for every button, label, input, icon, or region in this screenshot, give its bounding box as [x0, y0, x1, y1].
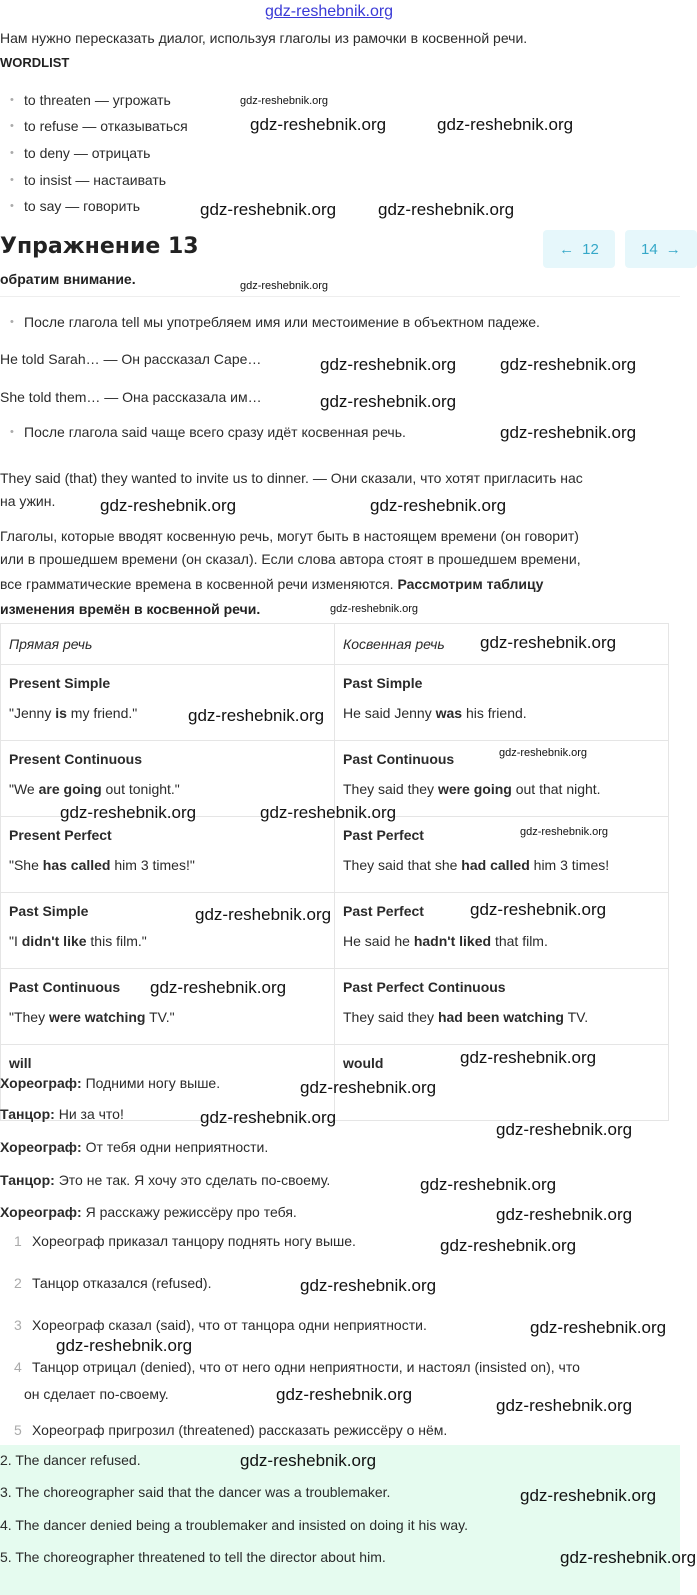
tense-name: Present Perfect [9, 827, 112, 843]
prev-exercise-button[interactable] [543, 230, 615, 268]
table-row [1, 665, 669, 741]
tense-name: Past Simple [9, 903, 89, 919]
cut-heading: обратим внимание. [0, 271, 136, 287]
item-text: Хореограф пригрозил (threatened) рассказать режиссёру о нём. [32, 1422, 448, 1438]
paragraph-bold: изменения времён в косвенной речи. [0, 601, 261, 617]
watermark: gdz-reshebnik.org [200, 1108, 337, 1127]
speaker: Танцор: [0, 1172, 55, 1188]
intro-text: Нам нужно пересказать диалог, используя глаголы из рамочки в косвенной речи. [0, 30, 528, 46]
example-sentence [343, 705, 527, 721]
verb-highlight: are going [38, 781, 102, 797]
item-number: 5 [14, 1422, 22, 1438]
verb-highlight: is [55, 705, 67, 721]
tense-name: would [343, 1055, 384, 1071]
tense-name: Past Continuous [9, 979, 121, 995]
example-sentence [343, 933, 548, 949]
example: на ужин. [0, 493, 56, 509]
list-item [14, 1358, 580, 1376]
example-text: that film. [491, 933, 548, 949]
wordlist-item: • to refuse — отказываться [24, 117, 188, 135]
example-text: out tonight." [101, 781, 180, 797]
reported-cell [335, 893, 669, 969]
tense-name: will [9, 1055, 32, 1071]
table-row [1, 969, 669, 1045]
dialog-line [0, 1138, 268, 1156]
verb-highlight: had called [461, 857, 530, 873]
watermark: gdz-reshebnik.org [500, 423, 637, 442]
example-text: They said they [343, 1009, 438, 1025]
dialog-line [0, 1105, 124, 1123]
watermark: gdz-reshebnik.org [460, 1048, 597, 1067]
watermark: gdz-reshebnik.org [240, 1451, 377, 1470]
next-label: 14 [641, 240, 658, 258]
line-text: Я расскажу режиссёру про тебя. [81, 1204, 297, 1220]
verb-highlight: had been watching [437, 1009, 564, 1025]
watermark: gdz-reshebnik.org [276, 1385, 413, 1404]
list-item [14, 1274, 212, 1292]
watermark: gdz-reshebnik.org [260, 803, 397, 822]
watermark: gdz-reshebnik.org [60, 803, 197, 822]
example-sentence [9, 705, 137, 721]
table-row [1, 893, 669, 969]
header-reported: Косвенная речь [335, 624, 669, 665]
example: He told Sarah… — Он рассказал Саре… [0, 351, 262, 367]
watermark: gdz-reshebnik.org [440, 1236, 577, 1255]
watermark: gdz-reshebnik.org [300, 1276, 437, 1295]
example-text: TV. [563, 1009, 589, 1025]
example: They said (that) they wanted to invite us to dinner. — Они сказали, что хотят пригласить нас [0, 470, 583, 486]
line-text: Ни за что! [54, 1106, 124, 1122]
example-text: this film." [86, 933, 147, 949]
tense-name: Past Continuous [343, 751, 455, 767]
arrow-right-icon: → [665, 240, 681, 258]
speaker: Танцор: [0, 1106, 55, 1122]
prev-label: 12 [582, 240, 599, 258]
watermark: gdz-reshebnik.org [496, 1120, 633, 1139]
example-text: my friend." [66, 705, 138, 721]
example-sentence [9, 781, 180, 797]
arrow-left-icon: ← [559, 240, 575, 258]
example-text: They said that she [343, 857, 462, 873]
dialog-line [0, 1074, 220, 1092]
watermark: gdz-reshebnik.org [240, 280, 329, 292]
example-text: "Jenny [9, 705, 56, 721]
example-sentence [9, 857, 195, 873]
tense-name: Past Perfect [343, 827, 424, 843]
example-text: out that night. [511, 781, 601, 797]
watermark: gdz-reshebnik.org [496, 1396, 633, 1415]
example-sentence [343, 1009, 588, 1025]
watermark: gdz-reshebnik.org [530, 1318, 667, 1337]
direct-cell [1, 969, 335, 1045]
verb-highlight: has called [42, 857, 111, 873]
watermark: gdz-reshebnik.org [320, 355, 457, 374]
item-number: 3 [14, 1317, 22, 1333]
paragraph-text: все грамматические времена в косвенной речи изменяются. [0, 576, 398, 592]
table-row [1, 741, 669, 817]
watermark: gdz-reshebnik.org [520, 826, 609, 838]
speaker: Хореограф: [0, 1139, 82, 1155]
line-text: От тебя одни неприятности. [81, 1139, 269, 1155]
watermark: gdz-reshebnik.org [560, 1548, 697, 1567]
watermark: gdz-reshebnik.org [250, 115, 387, 134]
watermark: gdz-reshebnik.org [188, 706, 325, 725]
item-number: 4 [14, 1359, 22, 1375]
reported-cell [335, 1045, 669, 1121]
example-sentence [9, 933, 147, 949]
list-item [14, 1421, 448, 1439]
watermark: gdz-reshebnik.org [480, 633, 617, 652]
wordlist-item: • to deny — отрицать [24, 144, 150, 162]
answer-line: 5. The choreographer threatened to tell the director about him. [0, 1549, 386, 1565]
wordlist-title: WORDLIST [0, 55, 70, 70]
example-sentence [9, 1009, 175, 1025]
answer-box [0, 1445, 680, 1595]
watermark: gdz-reshebnik.org [195, 905, 332, 924]
reported-cell [335, 741, 669, 817]
list-item [14, 1232, 356, 1250]
example-text: "They [9, 1009, 49, 1025]
verb-highlight: was [435, 705, 463, 721]
example-text: him 3 times!" [110, 857, 195, 873]
example-text: him 3 times! [529, 857, 610, 873]
header-direct: Прямая речь [1, 624, 335, 665]
example-text: "She [9, 857, 43, 873]
tense-name: Past Perfect Continuous [343, 979, 506, 995]
dialog-line [0, 1171, 330, 1189]
example-text: TV." [145, 1009, 175, 1025]
watermark: gdz-reshebnik.org [200, 200, 337, 219]
answer-line: 2. The dancer refused. [0, 1452, 141, 1468]
example-sentence [343, 857, 609, 873]
example-text: his friend. [462, 705, 527, 721]
exercise-title: Упражнение 13 [0, 234, 199, 259]
example-text: They said they [343, 781, 438, 797]
watermark: gdz-reshebnik.org [470, 900, 607, 919]
watermark: gdz-reshebnik.org [240, 95, 329, 107]
watermark: gdz-reshebnik.org [378, 200, 515, 219]
divider [0, 296, 680, 297]
item-number: 2 [14, 1275, 22, 1291]
paragraph-bold: Рассмотрим таблицу [397, 576, 544, 592]
watermark: gdz-reshebnik.org [100, 496, 237, 515]
watermark: gdz-reshebnik.org [150, 978, 287, 997]
tense-name: Present Simple [9, 675, 111, 691]
wordlist-item: • to say — говорить [24, 197, 140, 215]
watermark: gdz-reshebnik.org [500, 355, 637, 374]
example-text: "We [9, 781, 39, 797]
watermark: gdz-reshebnik.org [437, 115, 574, 134]
wordlist-item: • to insist — настаивать [24, 171, 166, 189]
line-text: Подними ногу выше. [81, 1075, 221, 1091]
verb-highlight: didn't like [21, 933, 87, 949]
wordlist-item: • to threaten — угрожать [24, 91, 171, 109]
watermark: gdz-reshebnik.org [320, 392, 457, 411]
watermark: gdz-reshebnik.org [496, 1205, 633, 1224]
tense-name: Past Perfect [343, 903, 424, 919]
watermark: gdz-reshebnik.org [56, 1336, 193, 1355]
watermark: gdz-reshebnik.org [300, 1078, 437, 1097]
theory-bullet: • После глагола tell мы употребляем имя или местоимение в объектном падеже. [24, 313, 540, 331]
theory-bullet: • После глагола said чаще всего сразу идёт косвенная речь. [24, 423, 406, 441]
paragraph [0, 575, 543, 593]
next-exercise-button[interactable] [625, 230, 697, 268]
item-number: 1 [14, 1233, 22, 1249]
direct-cell [1, 817, 335, 893]
item-text: Хореограф сказал (said), что от танцора одни неприятности. [32, 1317, 427, 1333]
watermark: gdz-reshebnik.org [370, 496, 507, 515]
reported-cell [335, 817, 669, 893]
dialog-line [0, 1203, 297, 1221]
example-sentence [343, 781, 601, 797]
paragraph: или в прошедшем времени (он сказал). Если слова автора стоят в прошедшем времени, [0, 551, 581, 567]
site-link[interactable]: gdz-reshebnik.org [265, 3, 394, 20]
item-text: Хореограф приказал танцору поднять ногу выше. [32, 1233, 356, 1249]
line-text: Это не так. Я хочу это сделать по-своему. [54, 1172, 331, 1188]
example-text: He said Jenny [343, 705, 436, 721]
example: She told them… — Она рассказала им… [0, 389, 262, 405]
direct-cell [1, 665, 335, 741]
watermark: gdz-reshebnik.org [499, 747, 588, 759]
speaker: Хореограф: [0, 1075, 82, 1091]
speaker: Хореограф: [0, 1204, 82, 1220]
verb-highlight: were going [437, 781, 512, 797]
tense-name: Present Continuous [9, 751, 143, 767]
answer-line: 4. The dancer denied being a troublemaker and insisted on doing it his way. [0, 1517, 469, 1533]
reported-cell [335, 969, 669, 1045]
list-item [14, 1316, 427, 1334]
tense-table [0, 623, 680, 1069]
verb-highlight: hadn't liked [413, 933, 492, 949]
item-text: Танцор отказался (refused). [32, 1275, 212, 1291]
direct-cell [1, 741, 335, 817]
list-item-continuation: он сделает по-своему. [24, 1386, 169, 1402]
paragraph: Глаголы, которые вводят косвенную речь, могут быть в настоящем времени (он говорит) [0, 528, 579, 544]
tense-name: Past Simple [343, 675, 423, 691]
watermark: gdz-reshebnik.org [520, 1486, 657, 1505]
watermark: gdz-reshebnik.org [330, 603, 419, 615]
answer-line: 3. The choreographer said that the dancer was a troublemaker. [0, 1484, 391, 1500]
table-row [1, 817, 669, 893]
direct-cell [1, 893, 335, 969]
reported-cell [335, 665, 669, 741]
watermark: gdz-reshebnik.org [420, 1175, 557, 1194]
example-text: He said he [343, 933, 414, 949]
verb-highlight: were watching [48, 1009, 146, 1025]
item-text: Танцор отрицал (denied), что от него одни неприятности, и настоял (insisted on), что [32, 1359, 580, 1375]
example-text: "I [9, 933, 22, 949]
